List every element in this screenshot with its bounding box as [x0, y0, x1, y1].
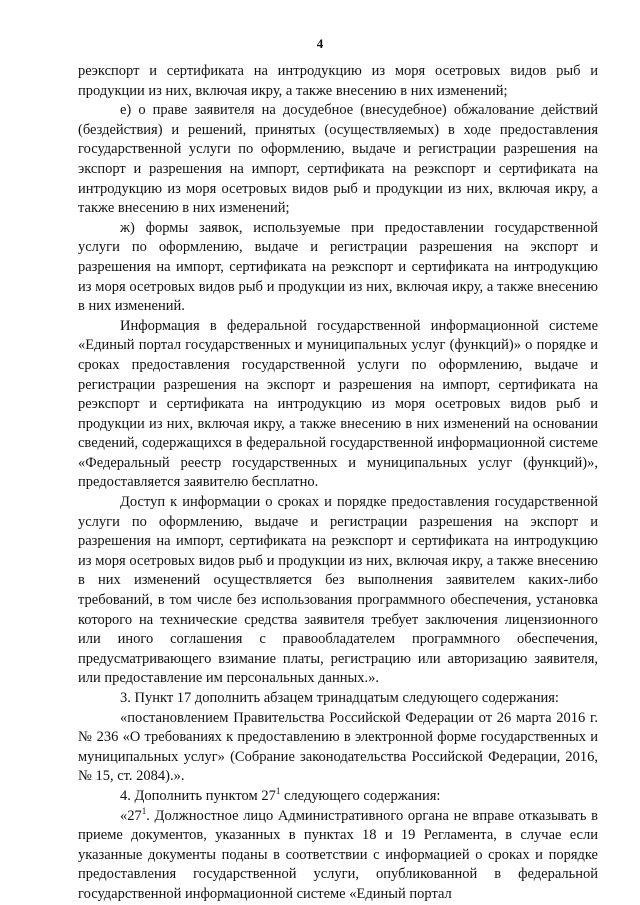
point-4-text-start: 4. Дополнить пунктом 27 [120, 787, 276, 804]
paragraph-access-info: Доступ к информации о сроках и порядке предоставления государственной услуги по оформлению, выдаче и регистрации разрешения на экспорт и разрешения на импорт, сертификата на реэкспорт и сертификата на интродукцию из моря осетровых видов рыб и продукции из них, включая икру, а также внесению в них изменений осуществляется без выполнения заявителем каких-либо требований, в том числе без использования программного обеспечения, установка которого на технические средства заявителя требует заключения лицензионного или иного соглашения с правообладателем программного обеспечения, предусматривающего взимание платы, регистрацию или авторизацию заявителя, или предоставление им персональных данных.». [78, 494, 598, 687]
paragraph-continuation: реэкспорт и сертификата на интродукцию из моря осетровых видов рыб и продукции из них, включая икру, а также внесению в них изменений; [78, 63, 598, 99]
point-27-1-superscript: 1 [141, 805, 147, 816]
point-27-1-text-end: . Должностное лицо Административного органа не вправе отказывать в приеме документов, указанных в пунктах 18 и 19 Регламента, в случае если указанные документы поданы в соответствии с информацией о сроках и порядке предоставления государственной услуги, опубликованной в федеральной государственной информационной системе «Единый портал [78, 807, 598, 902]
point-27-1-text-start: «27 [120, 807, 142, 824]
page-number: 4 [316, 36, 324, 51]
point-4-text-end: следующего содержания: [280, 787, 441, 804]
paragraph-item-e: е) о праве заявителя на досудебное (внесудебное) обжалование действий (бездействия) и решений, принятых (осуществляемых) в ходе предоставления государственной услуги по оформлению, выдаче и регистрации разрешения на экспорт и разрешения на импорт, сертификата на реэкспорт и сертификата на интродукцию из моря осетровых видов рыб и продукции из них, включая икру, а также внесению в них изменений; [78, 102, 598, 217]
paragraph-point-3: 3. Пункт 17 дополнить абзацем тринадцатым следующего содержания: [120, 690, 559, 706]
paragraph-government-decree: «постановлением Правительства Российской Федерации от 26 марта 2016 г. № 236 «О требованиях к предоставлению в электронной форме государственных и муниципальных услуг» (Собрание законодательства Российской Федерации, 2016, № 15, ст. 2084).». [78, 709, 598, 785]
paragraph-portal-info: Информация в федеральной государственной информационной системе «Единый портал государственных и муниципальных услуг (функций)» о порядке и сроках предоставления государственной услуги по оформлению, выдаче и регистрации разрешения на экспорт и разрешения на импорт, сертификата на реэкспорт и сертификата на интродукцию из моря осетровых видов рыб и продукции из них, включая икру, а также внесению в них изменений на основании сведений, содержащихся в федеральной государственной информационной системе «Федеральный реестр государственных и муниципальных услуг (функций)», предоставляется заявителю бесплатно. [78, 317, 598, 491]
point-4-superscript: 1 [275, 786, 281, 797]
paragraph-point-27-1 [78, 807, 598, 905]
paragraph-item-zh: ж) формы заявок, используемые при предоставлении государственной услуги по оформлению, выдаче и регистрации разрешения на экспорт и разрешения на импорт, сертификата на реэкспорт и сертификата на интродукцию из моря осетровых видов рыб и продукции из них, включая икру, а также внесению в них изменений. [78, 219, 598, 315]
document-body [78, 62, 598, 905]
paragraph-point-4 [78, 787, 598, 807]
